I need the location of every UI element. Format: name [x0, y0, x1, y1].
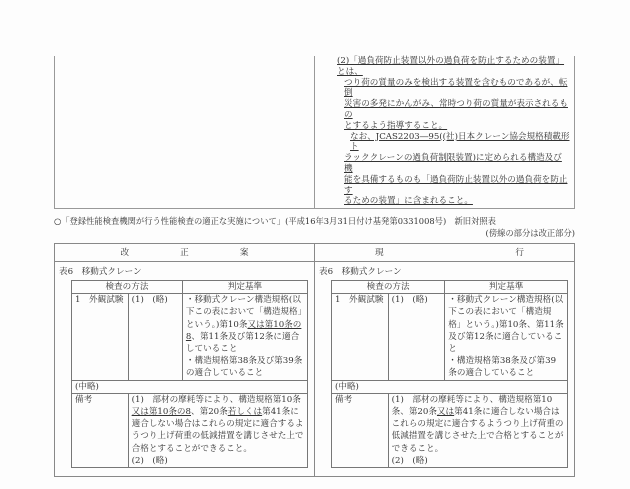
comparison-header-row: [55, 244, 575, 262]
top-fragment-table: [54, 56, 575, 209]
criteria-text: ・構造規格第38条及び第39条の適合していること: [185, 356, 303, 379]
omitted-label: (中略): [72, 380, 308, 393]
criteria-text: 、第11条及び第12条に適合していること: [185, 331, 300, 354]
top-fragment-right-cell: [315, 56, 575, 209]
criteria-text: ・移動式クレーン構造規格(以下この表において「構造規格」という。)第10条、第11条及び第12条に適合していること: [448, 295, 564, 354]
top-note: [315, 56, 574, 208]
note-line: なお、JCAS2203―95((社)日本クレーン協会規格積載形ト: [350, 131, 570, 153]
row-item: 1 外観試験: [332, 294, 389, 380]
note-line: とするよう指導すること。: [344, 120, 448, 131]
remarks-text: (1) 部材の摩耗等により、構造規格第10条、第20条: [391, 394, 553, 417]
note-line: (2)「過負荷防止装置以外の過負荷を防止するための装置」とは、: [337, 56, 565, 77]
remarks-text: 第41条に適合しない場合はこれらの規定に適合するようつり上げ荷重の低減措置を講じさせた上で合格とすることができること。: [391, 406, 564, 454]
criteria: [445, 294, 568, 380]
note-line: 災害の多発にかんがみ、常時つり荷の質量が表示されるもの: [344, 99, 568, 120]
amended-text: 又は第10条の8: [131, 406, 191, 417]
amended-text: 又は第10条の8: [185, 319, 302, 342]
current-inner-table: [331, 280, 568, 468]
col-criteria: 判定基準: [182, 281, 307, 294]
amended-text: 若しくは: [227, 406, 263, 417]
criteria: [182, 294, 307, 380]
header-char: 行: [515, 247, 524, 258]
remarks-text: (1) 部材の摩耗等により、構造規格第10条: [131, 394, 301, 405]
note-line: 能を具備するものも「過負荷防止装置以外の過負荷を防止す: [344, 174, 568, 196]
col-criteria: 判定基準: [445, 281, 568, 294]
remarks-text: 、第20条: [191, 406, 228, 417]
row-sub: (1) (略): [128, 294, 182, 380]
header-char: 正: [180, 247, 189, 258]
current-table-title: 表6 移動式クレーン: [319, 267, 402, 278]
header-current: [315, 244, 575, 262]
revised-column: [55, 262, 315, 477]
header-char: 改: [120, 247, 130, 258]
row-sub: (1) (略): [388, 294, 445, 380]
remarks-text: (2) (略): [391, 455, 428, 466]
col-method: 検査の方法: [332, 281, 445, 294]
revised-inner-table: [71, 280, 308, 468]
header-char: 案: [239, 247, 249, 258]
remarks-text: (2) (略): [131, 455, 168, 466]
remarks: [388, 393, 567, 467]
criteria-text: ・移動式クレーン構造規格(以下この表において「構造規格」という。)第10条: [185, 295, 302, 330]
criteria-text: ・構造規格第38条及び第39条の適合していること: [448, 356, 557, 379]
remarks-label: 備考: [332, 393, 389, 467]
col-method: 検査の方法: [72, 281, 183, 294]
remarks-label: 備考: [72, 393, 129, 467]
revision-note: (傍線の部分は改正部分): [485, 228, 575, 239]
note-line: るための装置」に含まれること。: [344, 196, 473, 207]
header-char: 現: [375, 247, 384, 258]
current-column: [315, 262, 575, 477]
top-fragment-left-cell: [55, 56, 315, 209]
remarks-text: 第41条に適合しない場合はこれらの規定に適合するようつり上げ荷重の低減措置を講じさせた上で合格とすることができること。: [131, 406, 304, 454]
revised-table-title: 表6 移動式クレーン: [59, 267, 142, 278]
note-line: つり荷の質量のみを検出する装置を含むものであるが、転倒: [344, 77, 568, 99]
comparison-table: [54, 243, 575, 477]
document-title: ○「登録性能検査機関が行う性能検査の適正な実施について」(平成16年3月31日付け基発第0331008号) 新旧対照表: [54, 216, 496, 227]
remarks: [128, 393, 307, 467]
amended-text: 又は: [436, 406, 455, 417]
header-revised: [55, 244, 315, 262]
omitted-label: (中略): [332, 380, 568, 393]
document-page: [54, 0, 575, 489]
note-line: ラッククレーンの過負荷制限装置)に定められる構造及び機: [344, 153, 562, 174]
row-item: 1 外観試験: [72, 294, 129, 380]
